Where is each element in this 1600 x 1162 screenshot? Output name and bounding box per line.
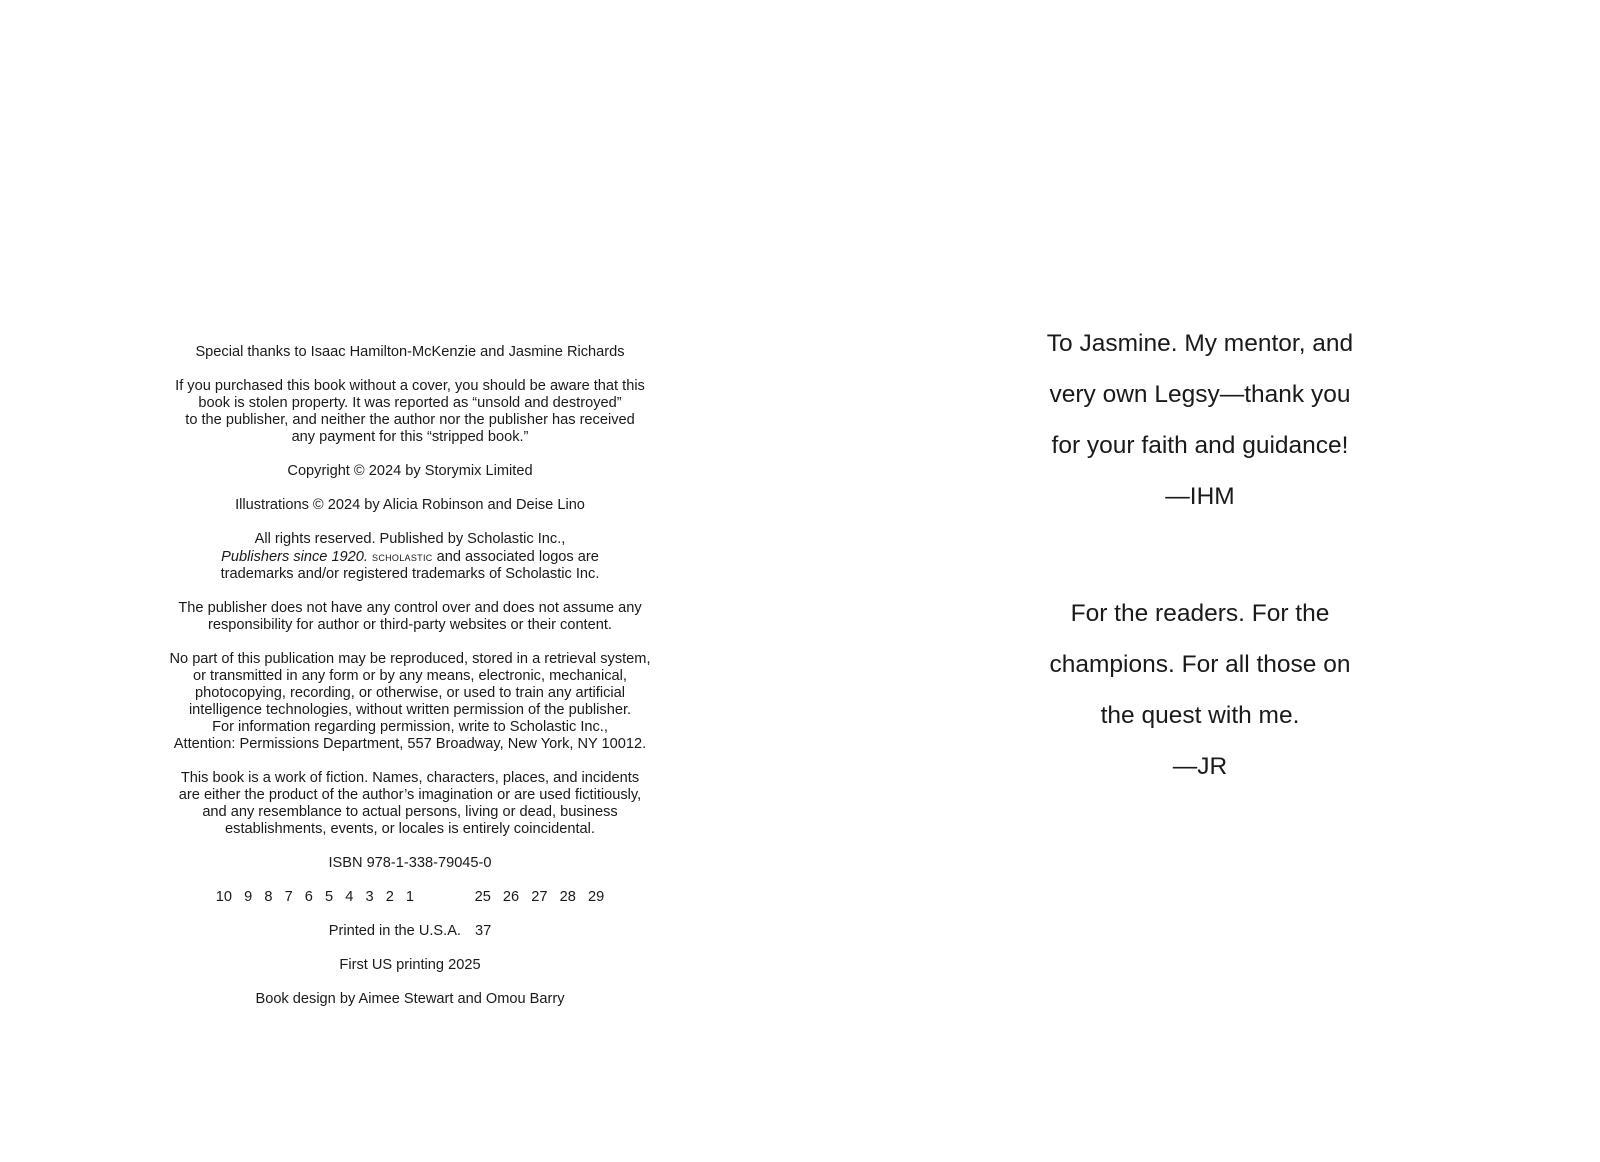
dedication-ihm: [990, 318, 1410, 522]
fiction-line: are either the product of the author’s imagination or are used fictitiously,: [178, 787, 642, 803]
disclaimer-line: responsibility for author or third-party websites or their content.: [208, 617, 612, 633]
fiction-line: and any resemblance to actual persons, living or dead, business: [202, 804, 618, 820]
stripped-book-line: to the publisher, and neither the author nor the publisher has received: [185, 412, 635, 428]
reproduction-line: Attention: Permissions Department, 557 Broadway, New York, NY 10012.: [173, 736, 647, 752]
disclaimer-line: The publisher does not have any control over and does not assume any: [178, 600, 642, 616]
dedication-line: very own Legsy—thank you: [1049, 381, 1351, 408]
copyright-page: [130, 344, 690, 1025]
dedication-line: the quest with me.: [1100, 702, 1300, 729]
stripped-book-line: If you purchased this book without a cover, you should be aware that this: [175, 378, 645, 394]
dedication-line: For the readers. For the: [1070, 600, 1330, 627]
first-printing: [130, 957, 690, 974]
dedication-line: champions. For all those on: [1049, 651, 1351, 678]
illustrations-credit: [130, 497, 690, 514]
dedication-signature: —IHM: [1165, 483, 1235, 510]
dedication-jr: [990, 588, 1410, 792]
printed-in: [130, 923, 690, 940]
rights-line: trademarks and/or registered trademarks of Scholastic Inc.: [220, 566, 600, 582]
reproduction-line: No part of this publication may be reproduced, stored in a retrieval system,: [169, 651, 651, 667]
reproduction-line: or transmitted in any form or by any means, electronic, mechanical,: [193, 668, 627, 684]
rights-line: [130, 548, 690, 566]
dedication-page: [990, 318, 1410, 792]
reproduction-notice: [130, 651, 690, 753]
first-printing-text: First US printing 2025: [339, 957, 481, 973]
fiction-notice: [130, 770, 690, 838]
isbn: [130, 855, 690, 872]
reproduction-line: photocopying, recording, or otherwise, or used to train any artificial: [195, 685, 625, 701]
print-line: 10 9 8 7 6 5 4 3 2 1: [215, 889, 415, 905]
dedication-line: for your faith and guidance!: [1051, 432, 1349, 459]
scholastic-trademark-text: scholastic: [372, 549, 433, 564]
rights-line: All rights reserved. Published by Scholastic Inc.,: [254, 531, 566, 547]
printed-in-text: Printed in the U.S.A.: [328, 923, 461, 939]
websites-disclaimer: [130, 600, 690, 634]
stripped-book-notice: [130, 378, 690, 446]
special-thanks-text: Special thanks to Isaac Hamilton-McKenzie and Jasmine Richards: [195, 344, 625, 360]
illustrations-text: Illustrations © 2024 by Alicia Robinson and Deise Lino: [235, 497, 585, 513]
fiction-line: establishments, events, or locales is entirely coincidental.: [225, 821, 595, 837]
reproduction-line: For information regarding permission, write to Scholastic Inc.,: [212, 719, 608, 735]
fiction-line: This book is a work of fiction. Names, characters, places, and incidents: [180, 770, 640, 786]
copyright-text: Copyright © 2024 by Storymix Limited: [287, 463, 533, 479]
book-design-credit: [130, 991, 690, 1008]
dedication-signature: —JR: [1172, 753, 1228, 780]
special-thanks: [130, 344, 690, 361]
publishers-since-text: Publishers since 1920.: [221, 549, 368, 565]
reproduction-line: intelligence technologies, without written permission of the publisher.: [188, 702, 632, 718]
printed-code: 37: [475, 923, 492, 939]
printing-numbers: [130, 889, 690, 906]
logos-text: and associated logos are: [436, 549, 599, 565]
printing-numbers-line: [130, 889, 690, 906]
book-design-text: Book design by Aimee Stewart and Omou Barry: [255, 991, 565, 1007]
year-line: 25 26 27 28 29: [474, 889, 605, 905]
dedication-line: To Jasmine. My mentor, and: [1046, 330, 1354, 357]
printed-in-line: [130, 923, 690, 940]
rights-notice: [130, 531, 690, 583]
stripped-book-line: any payment for this “stripped book.”: [291, 429, 529, 445]
isbn-text: ISBN 978-1-338-79045-0: [328, 855, 492, 871]
stripped-book-line: book is stolen property. It was reported as “unsold and destroyed”: [198, 395, 622, 411]
copyright-notice: [130, 463, 690, 480]
